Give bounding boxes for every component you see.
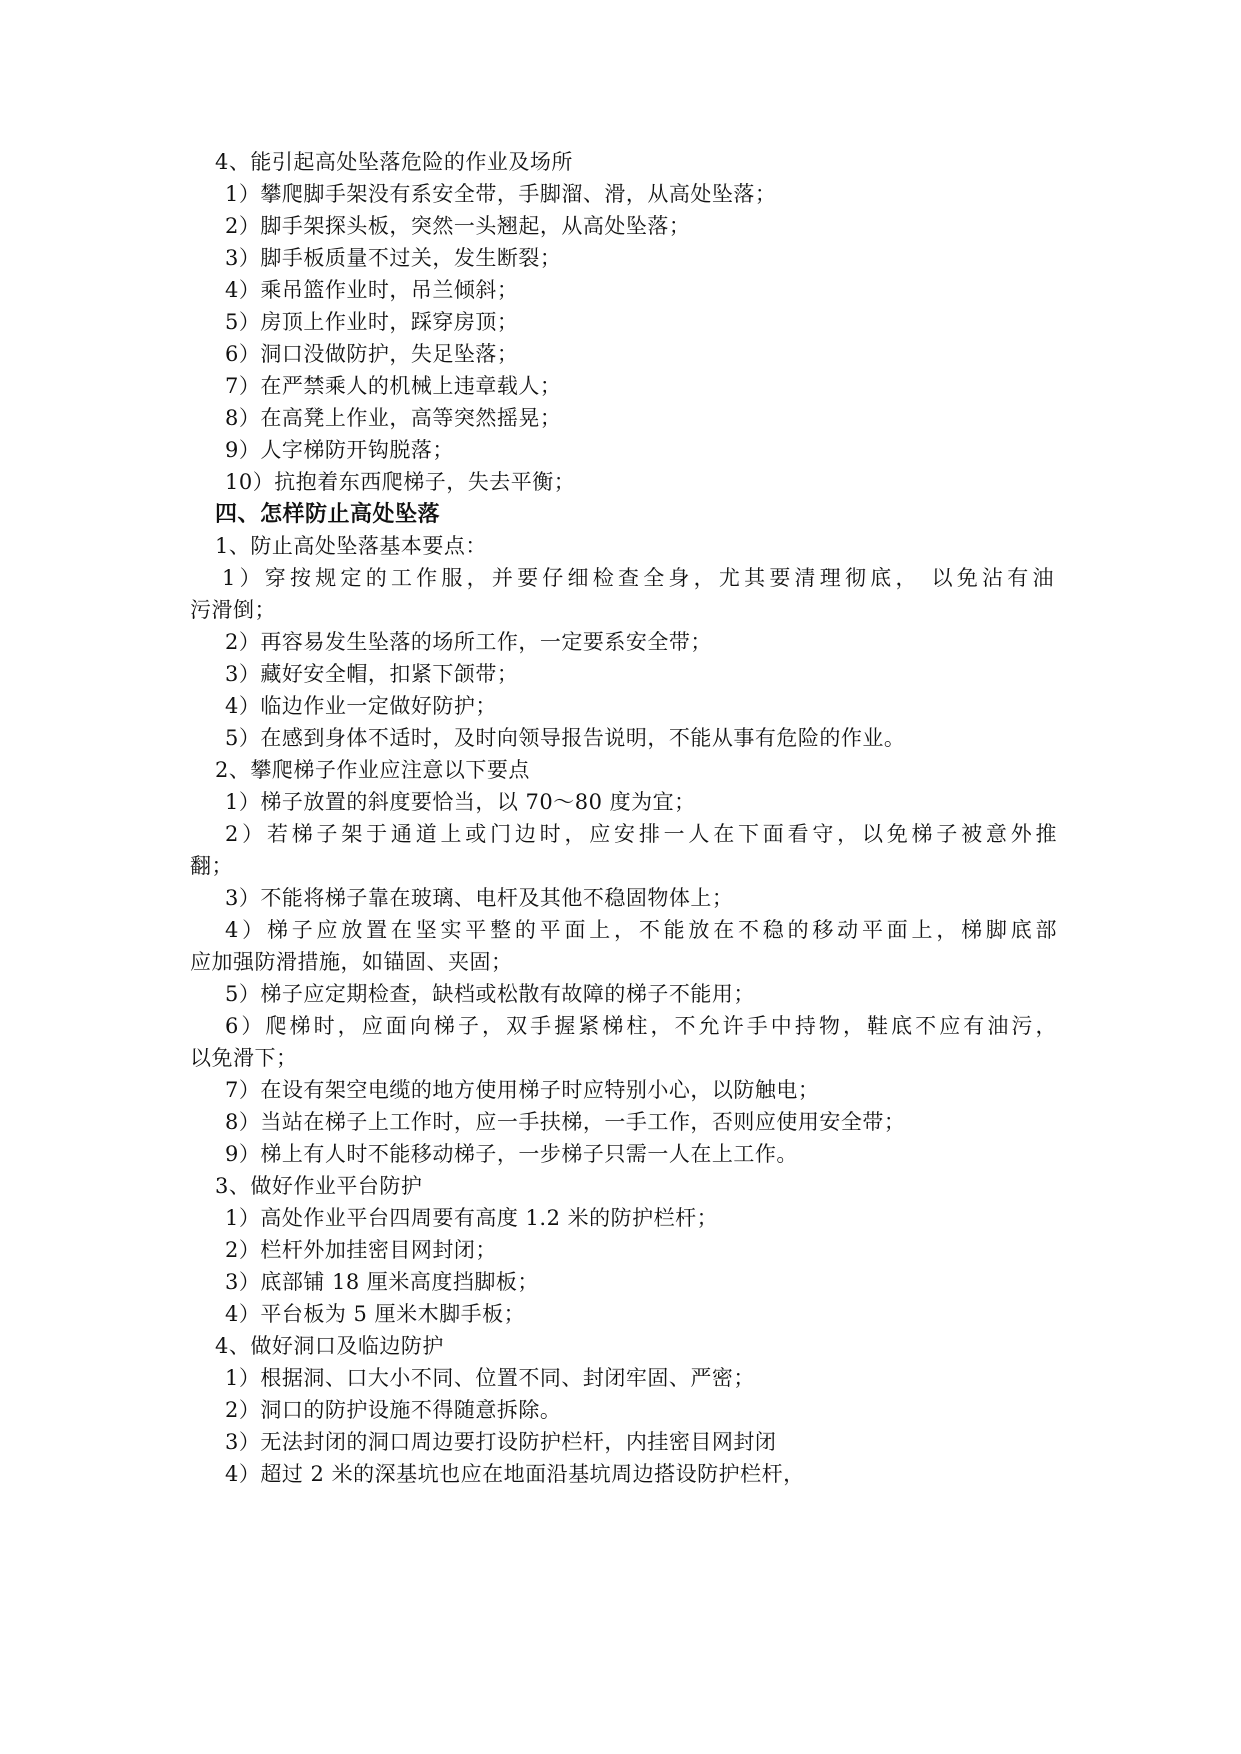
list-item: 8）当站在梯子上工作时，应一手扶梯，一手工作，否则应使用安全带； — [225, 1110, 906, 1134]
list-item-continuation: 以免滑下； — [190, 1046, 298, 1070]
list-item: 4）梯子应放置在坚实平整的平面上，不能放在不稳的移动平面上，梯脚底部 — [225, 918, 1057, 942]
list-item: 1）根据洞、口大小不同、位置不同、封闭牢固、严密； — [225, 1366, 755, 1390]
list-item: 4）超过 2 米的深基坑也应在地面沿基坑周边搭设防护栏杆， — [225, 1462, 805, 1486]
section-heading-3: 3、做好作业平台防护 — [215, 1174, 423, 1198]
list-item: 5）在感到身体不适时，及时向领导报告说明，不能从事有危险的作业。 — [225, 726, 906, 750]
list-item: 8）在高凳上作业，高等突然摇晃； — [225, 406, 562, 430]
chapter-heading: 四、怎样防止高处坠落 — [215, 501, 441, 527]
list-item: 1）梯子放置的斜度要恰当，以 70～80 度为宜； — [225, 790, 696, 814]
list-item: 3）藏好安全帽，扣紧下颌带； — [225, 662, 519, 686]
list-item: 3）底部铺 18 厘米高度挡脚板； — [225, 1270, 539, 1294]
section-heading-1: 1、防止高处坠落基本要点： — [215, 534, 487, 558]
list-item: 2）洞口的防护设施不得随意拆除。 — [225, 1398, 562, 1422]
list-item-continuation: 应加强防滑措施，如锚固、夹固； — [190, 950, 513, 974]
list-item: 2）若梯子架于通道上或门边时，应安排一人在下面看守，以免梯子被意外推 — [225, 822, 1057, 846]
list-item: 3）不能将梯子靠在玻璃、电杆及其他不稳固物体上； — [225, 886, 734, 910]
list-item: 5）房顶上作业时，踩穿房顶； — [225, 310, 519, 334]
list-item: 2）再容易发生坠落的场所工作，一定要系安全带； — [225, 630, 712, 654]
list-item: 10）抗抱着东西爬梯子，失去平衡； — [225, 470, 576, 494]
section-heading-2: 2、攀爬梯子作业应注意以下要点 — [215, 758, 530, 782]
list-item: 7）在严禁乘人的机械上违章载人； — [225, 374, 562, 398]
list-item: 9）人字梯防开钩脱落； — [225, 438, 454, 462]
list-item: 1）高处作业平台四周要有高度 1.2 米的防护栏杆； — [225, 1206, 719, 1230]
list-item: 1）穿按规定的工作服，并要仔细检查全身，尤其要清理彻底， 以免沾有油 — [222, 566, 1054, 590]
list-item: 3）无法封闭的洞口周边要打设防护栏杆，内挂密目网封闭 — [225, 1430, 777, 1454]
list-item: 6）爬梯时，应面向梯子，双手握紧梯柱，不允许手中持物，鞋底不应有油污， — [225, 1014, 1057, 1038]
section-heading-4: 4、能引起高处坠落危险的作业及场所 — [215, 150, 573, 174]
list-item: 9）梯上有人时不能移动梯子，一步梯子只需一人在上工作。 — [225, 1142, 798, 1166]
section-heading-4b: 4、做好洞口及临边防护 — [215, 1334, 444, 1358]
list-item: 5）梯子应定期检查，缺档或松散有故障的梯子不能用； — [225, 982, 755, 1006]
list-item: 2）栏杆外加挂密目网封闭； — [225, 1238, 497, 1262]
list-item: 2）脚手架探头板，突然一头翘起，从高处坠落； — [225, 214, 691, 238]
list-item: 1）攀爬脚手架没有系安全带，手脚溜、滑，从高处坠落； — [225, 182, 777, 206]
list-item-continuation: 污滑倒； — [190, 598, 276, 622]
list-item: 7）在设有架空电缆的地方使用梯子时应特别小心，以防触电； — [225, 1078, 820, 1102]
list-item: 4）临边作业一定做好防护； — [225, 694, 497, 718]
list-item: 4）乘吊篮作业时，吊兰倾斜； — [225, 278, 519, 302]
list-item: 6）洞口没做防护，失足坠落； — [225, 342, 519, 366]
list-item-continuation: 翻； — [190, 854, 233, 878]
list-item: 4）平台板为 5 厘米木脚手板； — [225, 1302, 526, 1326]
list-item: 3）脚手板质量不过关，发生断裂； — [225, 246, 562, 270]
document-body — [0, 146, 1241, 1490]
